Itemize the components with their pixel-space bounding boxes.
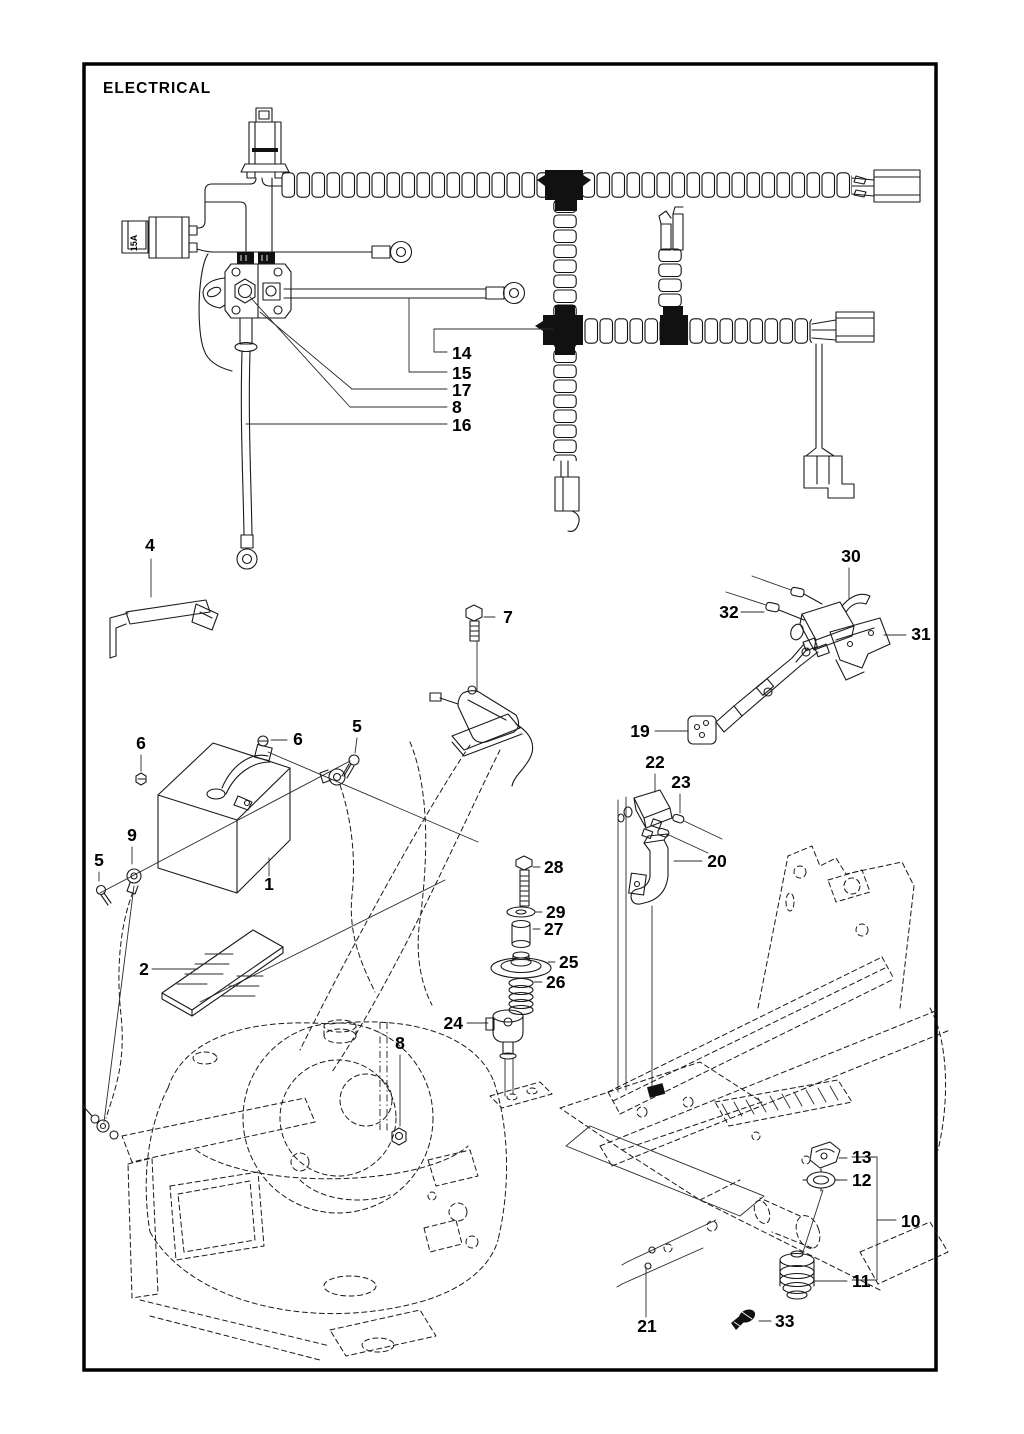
- callout-23: 23: [671, 772, 691, 792]
- callout-32: 32: [719, 602, 739, 622]
- callout-20: 20: [707, 851, 727, 871]
- callout-30: 30: [841, 546, 861, 566]
- callout-15: 15: [452, 363, 472, 383]
- callout-8: 8: [452, 397, 462, 417]
- callout-9: 9: [127, 825, 137, 845]
- wiring-harness: [197, 108, 920, 531]
- callout-29: 29: [546, 902, 566, 922]
- battery-holddown: [110, 559, 218, 658]
- page-title: ELECTRICAL: [103, 80, 212, 97]
- callout-7: 7: [503, 607, 513, 627]
- hour-meter-assembly: [655, 568, 906, 744]
- callout-21: 21: [637, 1316, 657, 1336]
- callout-31: 31: [911, 624, 931, 644]
- callout-1: 1: [264, 874, 274, 894]
- callout-14: 14: [452, 343, 472, 363]
- callout-16: 16: [452, 415, 472, 435]
- seat-switch-column: [467, 856, 555, 1108]
- interlock-switch-group: [618, 774, 722, 1092]
- frame-outline: [560, 846, 950, 1290]
- callout-25: 25: [559, 952, 579, 972]
- callout-26: 26: [546, 972, 566, 992]
- callout-17: 17: [452, 380, 472, 400]
- callout-2: 2: [139, 959, 149, 979]
- engine-outline: [122, 1020, 507, 1360]
- callout-10: 10: [901, 1211, 921, 1231]
- callout-27: 27: [544, 919, 564, 939]
- leader-lines-harness: [246, 297, 553, 424]
- callout-6-left: 6: [136, 733, 146, 753]
- callout-22: 22: [645, 752, 665, 772]
- callout-6-right: 6: [293, 729, 303, 749]
- callout-24: 24: [443, 1013, 463, 1033]
- callout-28: 28: [544, 857, 564, 877]
- callout-13: 13: [852, 1147, 872, 1167]
- callout-5-left: 5: [94, 850, 104, 870]
- callout-33: 33: [775, 1311, 795, 1331]
- callout-12: 12: [852, 1170, 872, 1190]
- callout-19: 19: [630, 721, 650, 741]
- fuse-rating-label: 15A: [129, 234, 139, 252]
- callout-8-engine: 8: [395, 1033, 405, 1053]
- callout-11: 11: [852, 1271, 871, 1291]
- callout-labels: [94, 80, 931, 1336]
- ignition-coil: [300, 605, 533, 1072]
- callout-5-right: 5: [352, 716, 362, 736]
- battery-pad: [152, 930, 283, 1016]
- callout-4: 4: [145, 535, 155, 555]
